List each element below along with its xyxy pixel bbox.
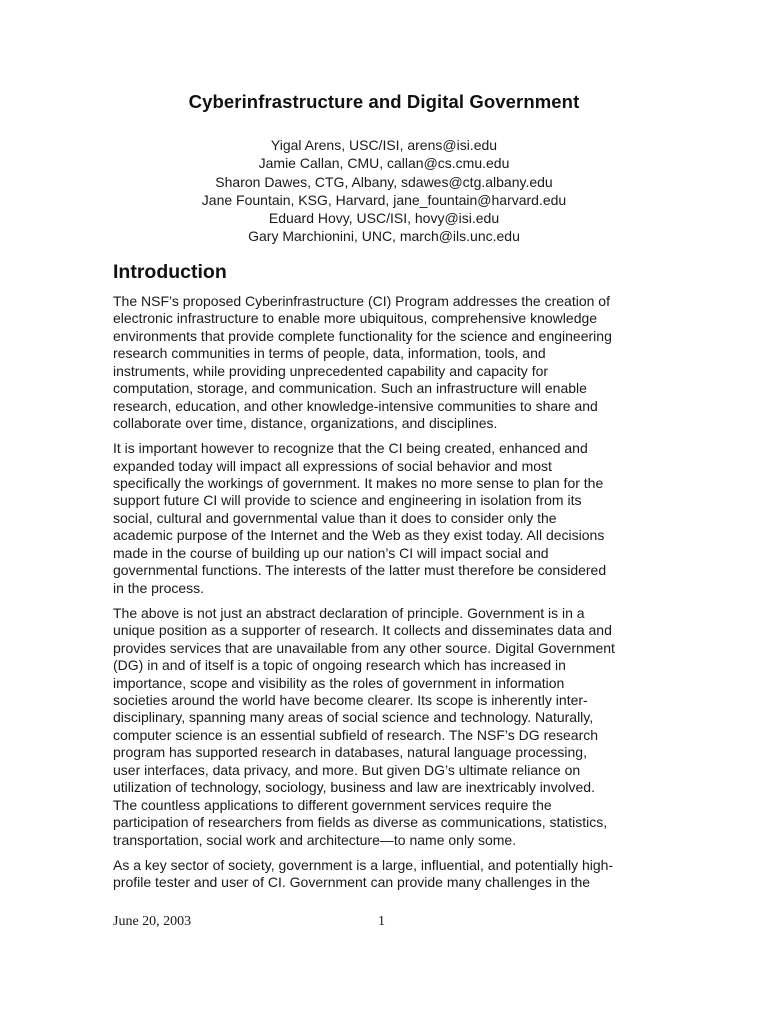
text-line: (DG) in and of itself is a topic of ongoing research which has increased in: [113, 657, 566, 674]
text-line: instruments, while providing unprecedented capability and capacity for: [113, 362, 549, 379]
author-list: [0, 136, 768, 246]
paragraph: [113, 605, 657, 849]
text-line: profile tester and user of CI. Government can provide many challenges in the: [113, 874, 591, 890]
text-line: The NSF’s proposed Cyberinfrastructure (CI) Program addresses the creation of: [113, 293, 610, 309]
text-line: participation of researchers from fields as diverse as communications, statistics,: [113, 814, 608, 831]
text-line: governmental functions. The interests of the latter must therefore be considered: [113, 562, 607, 579]
text-line: provides services that are unavailable from any other source. Digital Government: [113, 639, 615, 656]
text-line: expanded today will impact all expressions of social behavior and most: [113, 457, 552, 474]
text-line: program has supported research in databases, natural language processing,: [113, 744, 587, 761]
document-title: Cyberinfrastructure and Digital Government: [188, 91, 580, 112]
text-line: utilization of technology, sociology, business and law are inextricably involved.: [113, 779, 595, 796]
text-line: disciplinary, spanning many areas of social science and technology. Naturally,: [113, 709, 594, 726]
text-line: academic purpose of the Internet and the Web as they exist today. All decisions: [113, 527, 605, 544]
author-line: Jane Fountain, KSG, Harvard, jane_fountain@harvard.edu: [201, 191, 567, 208]
text-line: made in the course of building up our nation’s CI will impact social and: [113, 544, 549, 561]
text-line: research communities in terms of people, data, information, tools, and: [113, 345, 546, 362]
text-line: The above is not just an abstract declaration of principle. Government is in a: [113, 604, 585, 621]
text-line: The countless applications to different government services require the: [113, 796, 552, 813]
author-line: Yigal Arens, USC/ISI, arens@isi.edu: [270, 137, 498, 153]
paragraph: [113, 857, 657, 892]
paragraph: [113, 440, 657, 597]
body-text: [113, 293, 657, 899]
paragraph: [113, 293, 657, 433]
author-line: Gary Marchionini, UNC, march@ils.unc.edu: [248, 228, 520, 245]
text-line: societies around the world have become clearer. Its scope is inherently inter-: [113, 691, 588, 708]
text-line: collaborate over time, distance, organizations, and disciplines.: [113, 415, 498, 432]
footer-date: June 20, 2003: [113, 914, 192, 929]
text-line: As a key sector of society, government is a large, influential, and potentially high-: [113, 856, 614, 873]
page-number: 1: [378, 914, 385, 929]
author-line: Sharon Dawes, CTG, Albany, sdawes@ctg.albany.edu: [215, 173, 553, 190]
author-line: Jamie Callan, CMU, callan@cs.cmu.edu: [258, 155, 510, 172]
text-line: user interfaces, data privacy, and more. But given DG’s ultimate reliance on: [113, 761, 581, 778]
text-line: It is important however to recognize that the CI being created, enhanced and: [113, 440, 588, 457]
text-line: transportation, social work and architecture—to name only some.: [113, 831, 517, 848]
section-heading-introduction: Introduction: [113, 261, 227, 283]
text-line: specifically the workings of government. It makes no more sense to plan for the: [113, 475, 604, 492]
text-line: importance, scope and visibility as the roles of government in information: [113, 674, 565, 691]
text-line: unique position as a supporter of research. It collects and disseminates data and: [113, 622, 612, 639]
text-line: social, cultural and governmental value than it does to consider only the: [113, 509, 557, 526]
text-line: support future CI will provide to science and engineering in isolation from its: [113, 492, 582, 509]
author-line: Eduard Hovy, USC/ISI, hovy@isi.edu: [268, 210, 500, 227]
text-line: computer science is an essential subfield of research. The NSF’s DG research: [113, 726, 599, 743]
text-line: research, education, and other knowledge-intensive communities to share and: [113, 397, 598, 414]
text-line: in the process.: [113, 579, 205, 596]
text-line: environments that provide complete functionality for the science and engineering: [113, 327, 612, 344]
text-line: electronic infrastructure to enable more ubiquitous, comprehensive knowledge: [113, 310, 598, 327]
text-line: computation, storage, and communication. Such an infrastructure will enable: [113, 380, 587, 397]
